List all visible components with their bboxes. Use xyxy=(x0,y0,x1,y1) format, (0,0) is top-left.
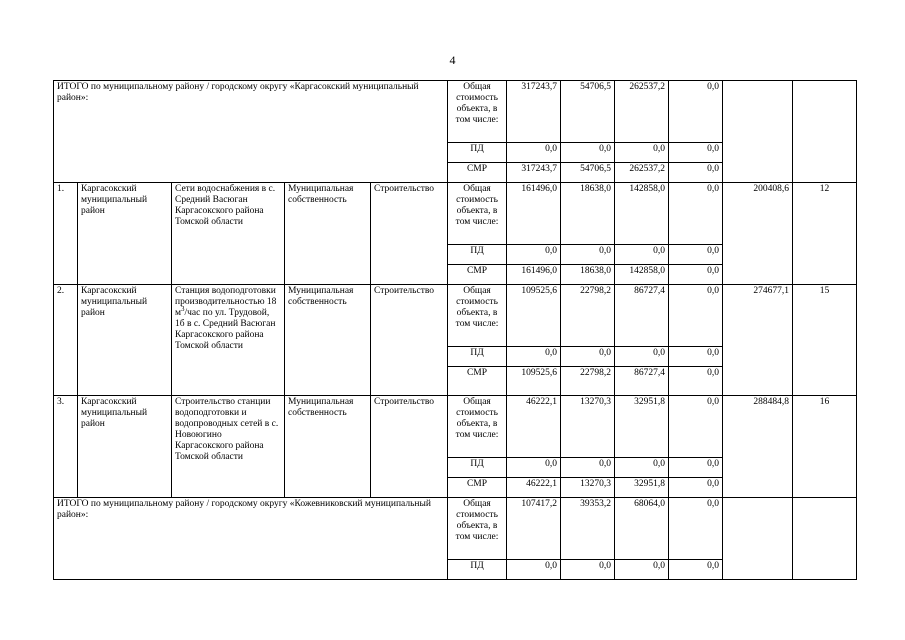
item-number: 1. xyxy=(54,183,78,285)
value-cell: 0,0 xyxy=(669,81,723,143)
row-label: ПД xyxy=(448,347,507,367)
row-label: ПД xyxy=(448,560,507,580)
value-cell: 0,0 xyxy=(669,458,723,478)
object-text-end: /час по ул. Трудовой, 1б в с. Средний Васюган Каргасокского района Томской области xyxy=(175,308,276,351)
value-cell: 0,0 xyxy=(669,163,723,183)
empty-cell xyxy=(723,81,793,183)
value-cell: 18638,0 xyxy=(561,265,615,285)
total-title: ИТОГО по муниципальному району / городскому округу «Каргасокский муниципальный район»: xyxy=(54,81,448,183)
value-cell: 142858,0 xyxy=(615,265,669,285)
value-cell: 0,0 xyxy=(669,183,723,245)
value-cell: 142858,0 xyxy=(615,183,669,245)
municipality-cell: Каргасокский муниципальный район xyxy=(78,183,172,285)
value-cell: 0,0 xyxy=(507,143,561,163)
capacity-cell: 274677,1 xyxy=(723,285,793,396)
value-cell: 46222,1 xyxy=(507,396,561,458)
value-cell: 0,0 xyxy=(669,560,723,580)
value-cell: 0,0 xyxy=(507,347,561,367)
value-cell: 109525,6 xyxy=(507,285,561,347)
value-cell: 0,0 xyxy=(561,560,615,580)
value-cell: 161496,0 xyxy=(507,183,561,245)
value-cell: 0,0 xyxy=(669,367,723,396)
value-cell: 13270,3 xyxy=(561,478,615,498)
value-cell: 0,0 xyxy=(669,245,723,265)
value-cell: 107417,2 xyxy=(507,498,561,560)
value-cell: 0,0 xyxy=(561,143,615,163)
value-cell: 86727,4 xyxy=(615,285,669,347)
object-cell: Сети водоснабжения в с. Средний Васюган Каргасокского района Томской области xyxy=(172,183,285,285)
value-cell: 0,0 xyxy=(669,498,723,560)
value-cell: 0,0 xyxy=(615,560,669,580)
ownership-cell: Муниципальная собственность xyxy=(285,285,371,396)
table-row xyxy=(54,498,857,560)
empty-cell xyxy=(793,81,857,183)
value-cell: 68064,0 xyxy=(615,498,669,560)
ownership-cell: Муниципальная собственность xyxy=(285,396,371,498)
row-label: СМР xyxy=(448,367,507,396)
value-cell: 0,0 xyxy=(669,143,723,163)
value-cell: 0,0 xyxy=(615,143,669,163)
municipality-cell: Каргасокский муниципальный район xyxy=(78,396,172,498)
municipality-cell: Каргасокский муниципальный район xyxy=(78,285,172,396)
row-label: СМР xyxy=(448,163,507,183)
value-cell: 13270,3 xyxy=(561,396,615,458)
capacity-cell: 288484,8 xyxy=(723,396,793,498)
term-cell: 12 xyxy=(793,183,857,285)
value-cell: 262537,2 xyxy=(615,163,669,183)
value-cell: 0,0 xyxy=(669,265,723,285)
value-cell: 0,0 xyxy=(669,347,723,367)
value-cell: 0,0 xyxy=(615,458,669,478)
value-cell: 0,0 xyxy=(669,396,723,458)
term-cell: 16 xyxy=(793,396,857,498)
row-label: Общая стоимость объекта, в том числе: xyxy=(448,285,507,347)
object-text-start: Станция водоподготовки производительностью 18 м xyxy=(175,286,277,318)
value-cell: 0,0 xyxy=(615,347,669,367)
value-cell: 39353,2 xyxy=(561,498,615,560)
work-type-cell: Строительство xyxy=(371,285,448,396)
value-cell: 109525,6 xyxy=(507,367,561,396)
value-cell: 32951,8 xyxy=(615,396,669,458)
work-type-cell: Строительство xyxy=(371,396,448,498)
row-label: Общая стоимость объекта, в том числе: xyxy=(448,183,507,245)
work-type-cell: Строительство xyxy=(371,183,448,285)
value-cell: 161496,0 xyxy=(507,265,561,285)
value-cell: 0,0 xyxy=(561,458,615,478)
value-cell: 22798,2 xyxy=(561,367,615,396)
investment-table xyxy=(53,80,857,580)
term-cell: 15 xyxy=(793,285,857,396)
value-cell: 317243,7 xyxy=(507,163,561,183)
row-label: ПД xyxy=(448,458,507,478)
object-cell: Строительство станции водоподготовки и водопроводных сетей в с. Новоюгино Каргасокского района Томской области xyxy=(172,396,285,498)
value-cell: 18638,0 xyxy=(561,183,615,245)
row-label: ПД xyxy=(448,143,507,163)
value-cell: 54706,5 xyxy=(561,163,615,183)
value-cell: 262537,2 xyxy=(615,81,669,143)
row-label: Общая стоимость объекта, в том числе: xyxy=(448,396,507,458)
value-cell: 0,0 xyxy=(561,245,615,265)
value-cell: 46222,1 xyxy=(507,478,561,498)
value-cell: 0,0 xyxy=(561,347,615,367)
row-label: СМР xyxy=(448,265,507,285)
total-title: ИТОГО по муниципальному району / городскому округу «Кожевниковский муниципальный район»: xyxy=(54,498,448,580)
superscript: 3 xyxy=(181,304,185,313)
empty-cell xyxy=(723,498,793,580)
value-cell: 32951,8 xyxy=(615,478,669,498)
item-number: 2. xyxy=(54,285,78,396)
value-cell: 86727,4 xyxy=(615,367,669,396)
capacity-cell: 200408,6 xyxy=(723,183,793,285)
table-row xyxy=(54,183,857,245)
row-label: Общая стоимость объекта, в том числе: xyxy=(448,498,507,560)
value-cell: 0,0 xyxy=(507,560,561,580)
item-number: 3. xyxy=(54,396,78,498)
value-cell: 0,0 xyxy=(507,245,561,265)
value-cell: 22798,2 xyxy=(561,285,615,347)
object-cell xyxy=(172,285,285,396)
value-cell: 0,0 xyxy=(669,285,723,347)
table-row xyxy=(54,285,857,347)
value-cell: 0,0 xyxy=(615,245,669,265)
table-row xyxy=(54,81,857,143)
value-cell: 54706,5 xyxy=(561,81,615,143)
page-number: 4 xyxy=(449,53,456,67)
empty-cell xyxy=(793,498,857,580)
value-cell: 317243,7 xyxy=(507,81,561,143)
table-row xyxy=(54,396,857,458)
value-cell: 0,0 xyxy=(507,458,561,478)
row-label: СМР xyxy=(448,478,507,498)
row-label: ПД xyxy=(448,245,507,265)
value-cell: 0,0 xyxy=(669,478,723,498)
row-label: Общая стоимость объекта, в том числе: xyxy=(448,81,507,143)
ownership-cell: Муниципальная собственность xyxy=(285,183,371,285)
